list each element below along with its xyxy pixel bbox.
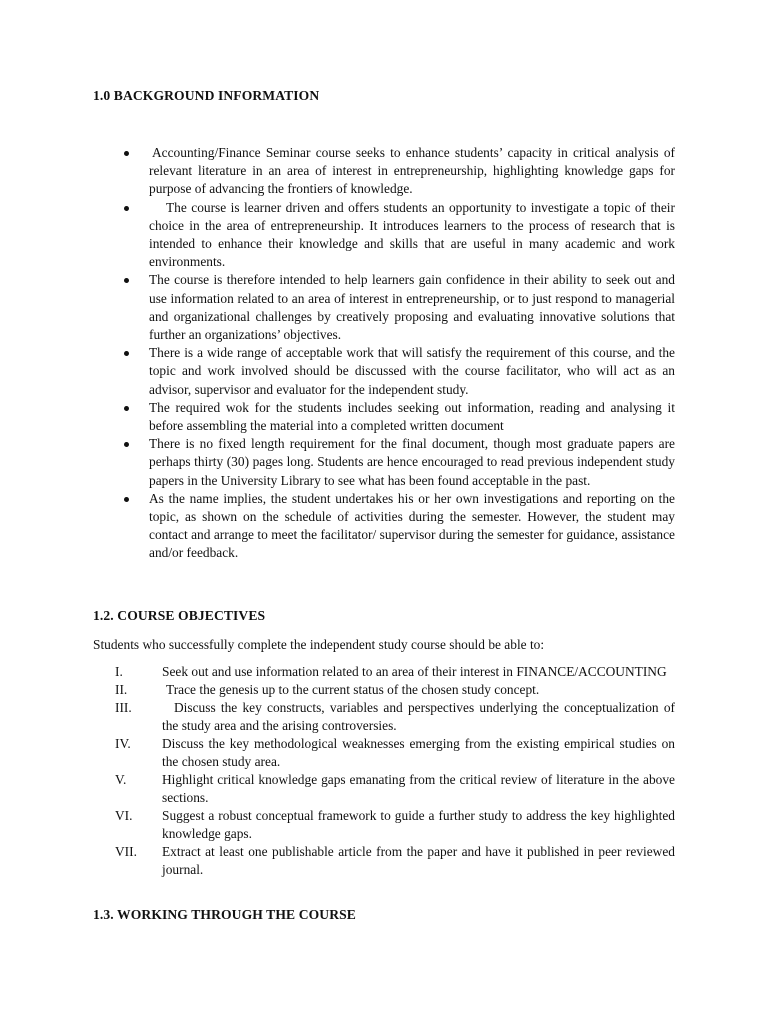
objective-text: Discuss the key methodological weaknesses emerging from the existing empirical studies on the chosen study area. [162,736,675,769]
bullet-text: As the name implies, the student undertakes his or her own investigations and reporting on the topic, as shown on the schedule of activities during the semester. However, the student may contact and arrange to meet the facilitator/ supervisor during the semester for guidance, assistance and/or feedback. [149,490,675,561]
objective-number: VII. [115,844,137,859]
bullet-text: The course is therefore intended to help learners gain confidence in their ability to seek out and use information related to an area of interest in entrepreneurship, or to just respond to managerial and organizational challenges by creatively proposing and evaluating innovative solutions that further an organizations’ objectives. [149,272,675,343]
objective-number: VI. [115,808,133,823]
objective-text: Discuss the key constructs, variables and perspectives underlying the conceptualization of the study area and the arising controversies. [162,700,675,733]
objective-item [93,771,675,807]
bullet-text: There is no fixed length requirement for the final document, though most graduate papers are perhaps thirty (30) pages long. Students are hence encouraged to read previous independent study papers in the University Library to see what has been found acceptable in the past. [149,436,675,488]
bullet-icon [124,406,129,411]
bullet-icon [124,497,129,502]
bullet-item [93,199,675,272]
bullet-text: Accounting/Finance Seminar course seeks to enhance students’ capacity in critical analysis of relevant literature in an area of interest in entrepreneurship, highlighting knowledge gaps for purpose of advancing the frontiers of knowledge. [149,145,675,197]
bullet-item [93,344,675,399]
background-bullet-list [93,144,675,563]
bullet-item [93,144,675,199]
objective-number: IV. [115,736,131,751]
objective-item [93,843,675,879]
objectives-intro: Students who successfully complete the independent study course should be able to: [93,637,545,652]
section-heading-working-through: 1.3. WORKING THROUGH THE COURSE [93,907,356,922]
bullet-item [93,435,675,490]
bullet-icon [124,206,129,211]
objective-item [93,663,675,681]
bullet-item [93,271,675,344]
section-heading-background: 1.0 BACKGROUND INFORMATION [93,88,320,103]
objective-number: I. [115,664,123,679]
objective-number: II. [115,682,128,697]
objective-item [93,681,675,699]
objective-text: Suggest a robust conceptual framework to guide a further study to address the key highlighted knowledge gaps. [162,808,675,841]
bullet-item [93,490,675,563]
bullet-icon [124,151,129,156]
objective-item [93,807,675,843]
bullet-icon [124,442,129,447]
objective-item [93,699,675,735]
bullet-icon [124,278,129,283]
objective-text: Seek out and use information related to an area of their interest in FINANCE/ACCOUNTING [162,664,667,679]
bullet-text: There is a wide range of acceptable work that will satisfy the requirement of this course, and the topic and work involved should be discussed with the course facilitator, who will act as an advisor, supervisor and evaluator for the independent study. [149,345,675,397]
objectives-list [93,663,675,879]
bullet-text: The required wok for the students includes seeking out information, reading and analysing it before assembling the material into a completed written document [149,399,675,434]
objective-text: Extract at least one publishable article from the paper and have it published in peer reviewed journal. [162,844,675,877]
section-heading-objectives: 1.2. COURSE OBJECTIVES [93,608,266,623]
objective-number: V. [115,772,127,787]
bullet-icon [124,351,129,356]
bullet-item [93,399,675,435]
objective-number: III. [115,700,132,715]
bullet-text: The course is learner driven and offers students an opportunity to investigate a topic of their choice in the area of entrepreneurship. It introduces learners to the process of research that is intended to enhance their knowledge and skills that are useful in many academic and work environments. [149,199,675,270]
objective-text: Trace the genesis up to the current status of the chosen study concept. [166,682,540,697]
objective-text: Highlight critical knowledge gaps emanating from the critical review of literature in the above sections. [162,772,675,805]
objective-item [93,735,675,771]
